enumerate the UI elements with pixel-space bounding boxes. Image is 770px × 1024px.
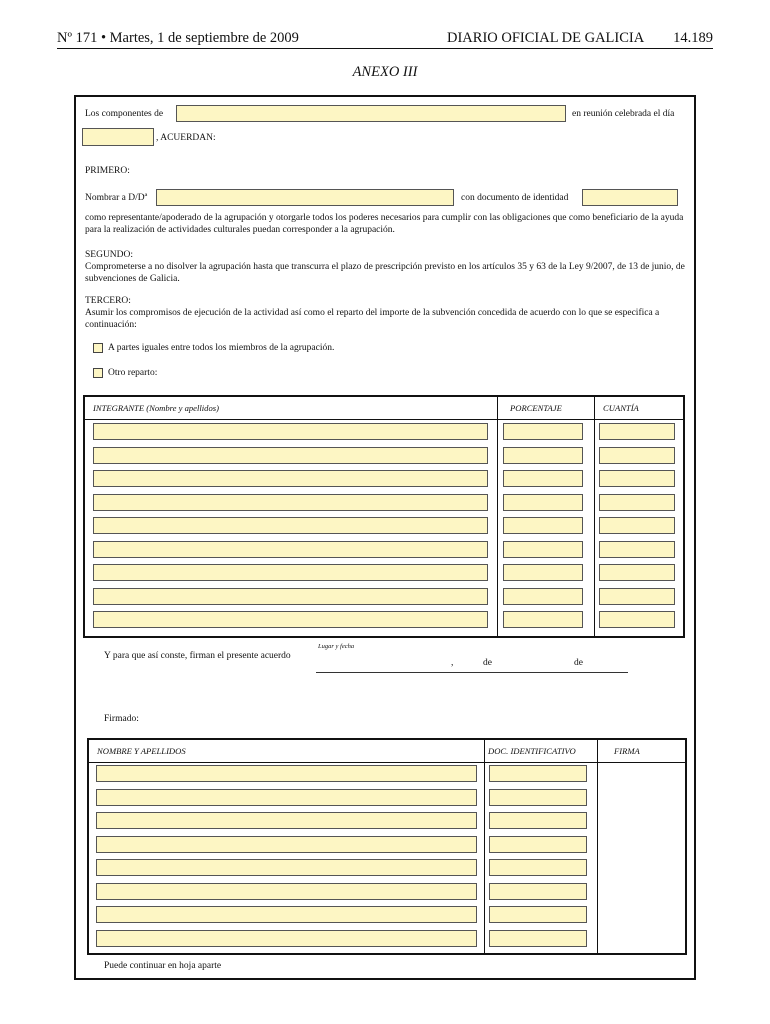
segundo-heading: SEGUNDO: xyxy=(85,250,134,260)
percentage-input[interactable] xyxy=(503,470,583,487)
amount-input[interactable] xyxy=(599,611,675,628)
member-name-input[interactable] xyxy=(93,611,488,628)
member-column-header: INTEGRANTE (Nombre y apellidos) xyxy=(93,403,219,413)
journal-name: DIARIO OFICIAL DE GALICIA xyxy=(447,30,645,46)
id-document-label: con documento de identidad xyxy=(461,193,569,203)
percentage-input[interactable] xyxy=(503,494,583,511)
signature-intro-text: Y para que así conste, firman el presente acuerdo xyxy=(104,651,291,661)
amount-input[interactable] xyxy=(599,564,675,581)
member-name-input[interactable] xyxy=(93,517,488,534)
place-date-label: Lugar y fecha xyxy=(318,643,355,650)
member-name-input[interactable] xyxy=(93,447,488,464)
signer-id-input[interactable] xyxy=(489,859,587,876)
signer-name-input[interactable] xyxy=(96,765,477,782)
meeting-date-input[interactable] xyxy=(82,128,154,146)
amount-input[interactable] xyxy=(599,423,675,440)
group-name-input[interactable] xyxy=(176,105,566,122)
signer-name-input[interactable] xyxy=(96,859,477,876)
amount-column-header: CUANTÍA xyxy=(603,403,639,413)
signer-id-input[interactable] xyxy=(489,789,587,806)
tercero-heading: TERCERO: xyxy=(85,296,131,306)
signature-column-header: FIRMA xyxy=(614,746,640,756)
signature-col-divider xyxy=(597,740,598,953)
components-label: Los componentes de xyxy=(85,109,164,119)
place-date-de-2: de xyxy=(574,658,583,668)
page-header xyxy=(57,30,713,48)
signature-col-divider xyxy=(484,740,485,953)
member-name-input[interactable] xyxy=(93,494,488,511)
signature-header-rule xyxy=(89,762,685,763)
signature-table xyxy=(87,738,687,955)
distribution-col-divider xyxy=(594,397,595,636)
member-name-input[interactable] xyxy=(93,423,488,440)
distribution-table xyxy=(83,395,685,638)
signer-id-input[interactable] xyxy=(489,812,587,829)
other-share-checkbox[interactable] xyxy=(93,368,103,378)
segundo-text: Comprometerse a no disolver la agrupación hasta que transcurra el plazo de prescripción previsto en los artículos 35 y 63 de la Ley 9/2007, de 13 de junio, de subvenciones de Galicia. xyxy=(85,262,685,284)
member-name-input[interactable] xyxy=(93,470,488,487)
id-doc-column-header: DOC. IDENTIFICATIVO xyxy=(488,746,576,756)
signer-id-input[interactable] xyxy=(489,836,587,853)
signer-id-input[interactable] xyxy=(489,883,587,900)
place-date-comma: , xyxy=(451,658,454,668)
percentage-input[interactable] xyxy=(503,423,583,440)
agree-label: , ACUERDAN: xyxy=(156,133,216,143)
primero-heading: PRIMERO: xyxy=(85,166,130,176)
tercero-text: Asumir los compromisos de ejecución de la actividad así como el reparto del importe de la subvención concedida de acuerdo con lo que se especifica a continuación: xyxy=(85,308,660,330)
distribution-col-divider xyxy=(497,397,498,636)
signer-name-input[interactable] xyxy=(96,930,477,947)
page-number: 14.189 xyxy=(673,30,713,46)
issue-date: Nº 171 • Martes, 1 de septiembre de 2009 xyxy=(57,30,299,46)
member-name-input[interactable] xyxy=(93,541,488,558)
member-name-input[interactable] xyxy=(93,588,488,605)
appoint-label: Nombrar a D/Dª xyxy=(85,193,148,203)
percentage-input[interactable] xyxy=(503,517,583,534)
place-date-line[interactable] xyxy=(316,672,628,673)
signer-id-input[interactable] xyxy=(489,765,587,782)
id-document-input[interactable] xyxy=(582,189,678,206)
signer-name-input[interactable] xyxy=(96,789,477,806)
header-rule xyxy=(57,48,713,49)
annex-title: ANEXO III xyxy=(352,64,418,80)
footer-note: Puede continuar en hoja aparte xyxy=(104,961,222,971)
percentage-input[interactable] xyxy=(503,541,583,558)
signer-name-input[interactable] xyxy=(96,812,477,829)
amount-input[interactable] xyxy=(599,494,675,511)
equal-share-label: A partes iguales entre todos los miembros de la agrupación. xyxy=(108,343,335,353)
percentage-column-header: PORCENTAJE xyxy=(510,403,562,413)
representative-name-input[interactable] xyxy=(156,189,454,206)
amount-input[interactable] xyxy=(599,517,675,534)
signer-id-input[interactable] xyxy=(489,906,587,923)
signer-name-input[interactable] xyxy=(96,906,477,923)
amount-input[interactable] xyxy=(599,447,675,464)
place-date-de-1: de xyxy=(483,658,492,668)
equal-share-checkbox[interactable] xyxy=(93,343,103,353)
signer-name-input[interactable] xyxy=(96,883,477,900)
amount-input[interactable] xyxy=(599,541,675,558)
signed-label: Firmado: xyxy=(104,714,139,724)
member-name-input[interactable] xyxy=(93,564,488,581)
percentage-input[interactable] xyxy=(503,588,583,605)
primero-text: como representante/apoderado de la agrupación y otorgarle todos los poderes necesarios para cumplir con las obligaciones que como beneficiario de la ayuda para la realización de actividades culturales puedan corresponder a la agrupación. xyxy=(85,213,684,235)
percentage-input[interactable] xyxy=(503,564,583,581)
signer-name-input[interactable] xyxy=(96,836,477,853)
amount-input[interactable] xyxy=(599,470,675,487)
amount-input[interactable] xyxy=(599,588,675,605)
signer-id-input[interactable] xyxy=(489,930,587,947)
meeting-label: en reunión celebrada el día xyxy=(572,109,675,119)
percentage-input[interactable] xyxy=(503,611,583,628)
other-share-label: Otro reparto: xyxy=(108,368,158,378)
name-column-header: NOMBRE Y APELLIDOS xyxy=(97,746,186,756)
percentage-input[interactable] xyxy=(503,447,583,464)
